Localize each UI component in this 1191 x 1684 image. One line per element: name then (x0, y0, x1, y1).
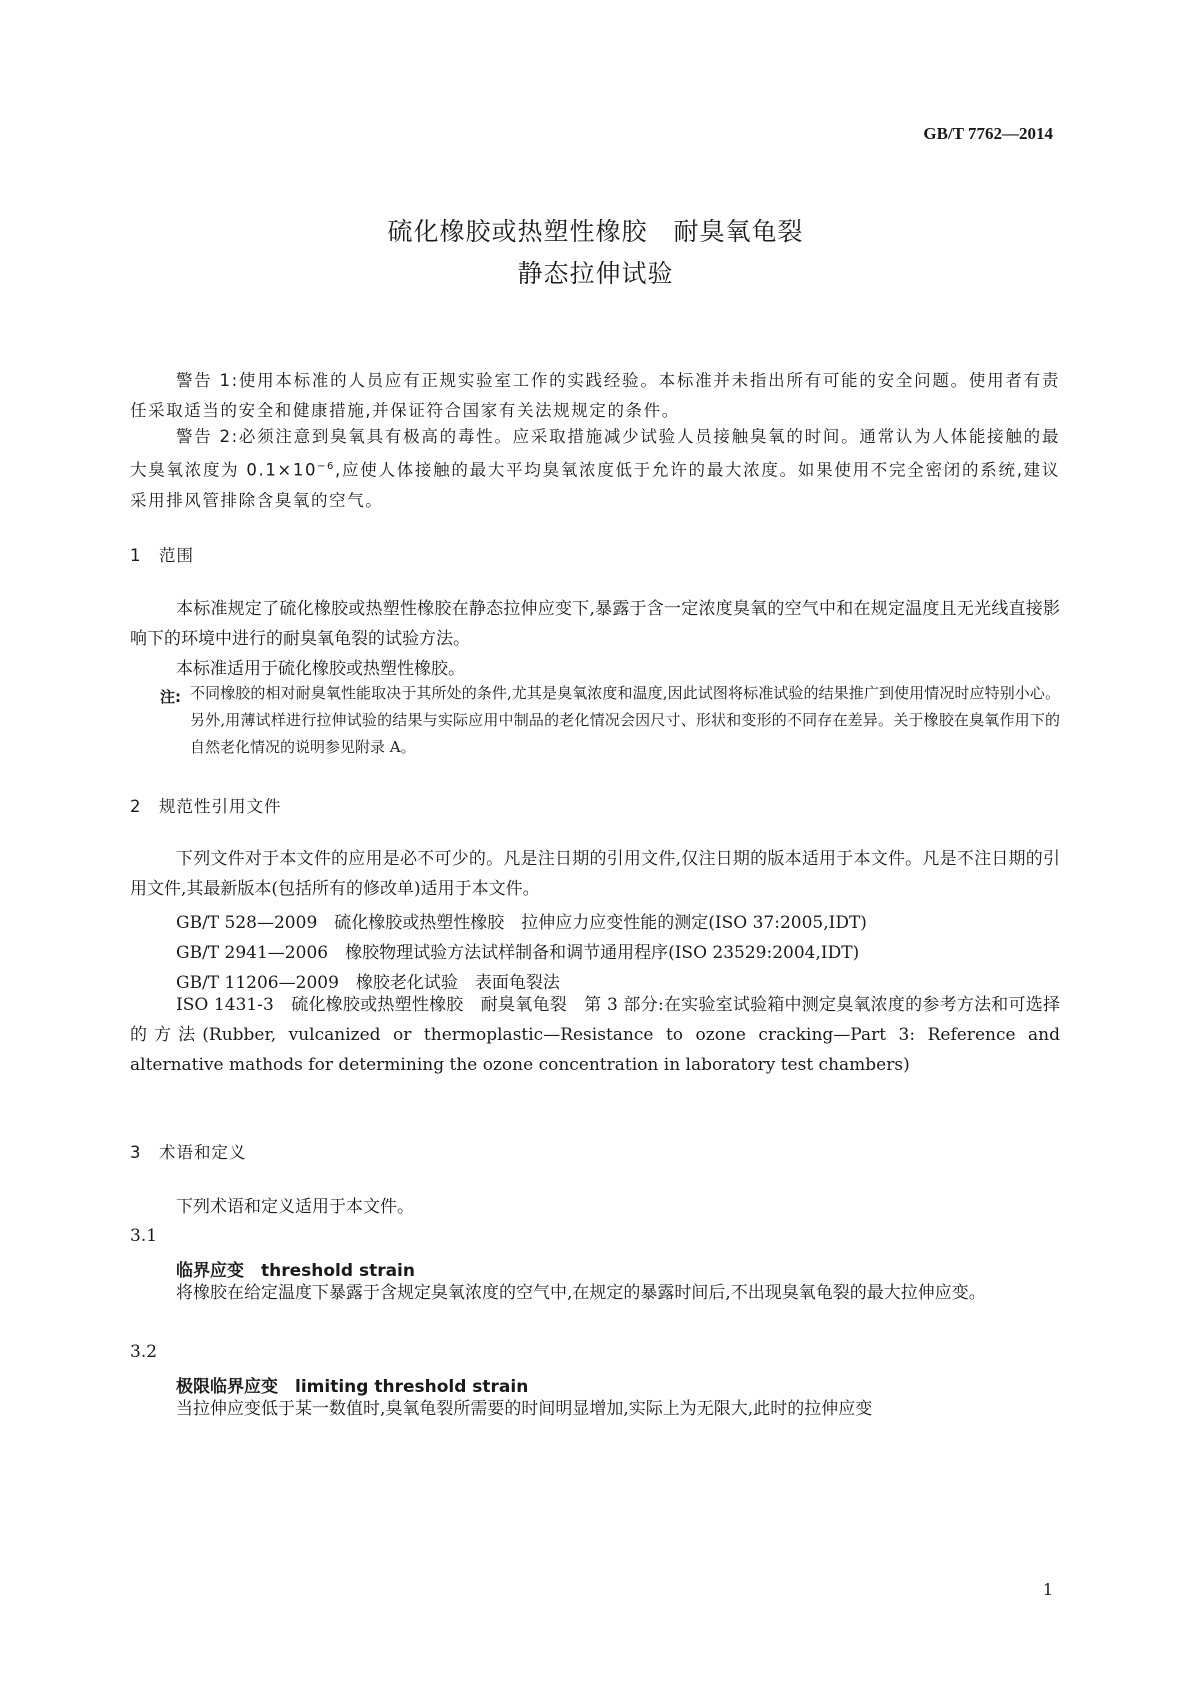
reference-item: GB/T 2941—2006 橡胶物理试验方法试样制备和调节通用程序(ISO 23529:2004,IDT) (176, 943, 860, 963)
reference-item: GB/T 11206—2009 橡胶老化试验 表面龟裂法 (176, 973, 560, 993)
section-1-note: 不同橡胶的相对耐臭氧性能取决于其所处的条件,尤其是臭氧浓度和温度,因此试图将标准试验的结果推广到使用情况时应特别小心。另外,用薄试样进行拉伸试验的结果与实际应用中制品的老化情况会因尺寸、形状和变形的不同存在差异。关于橡胶在臭氧作用下的自然老化情况的说明参见附录 A。 (190, 684, 1060, 756)
document-title-line1: 硫化橡胶或热塑性橡胶 耐臭氧龟裂 (387, 217, 804, 246)
term-number: 3.2 (130, 1342, 158, 1362)
term-title: 临界应变 threshold strain (176, 1261, 415, 1281)
term-definition: 当拉伸应变低于某一数值时,臭氧龟裂所需要的时间明显增加,实际上为无限大,此时的拉伸应变 (176, 1399, 873, 1419)
reference-item-iso: ISO 1431-3 硫化橡胶或热塑性橡胶 耐臭氧龟裂 第 3 部分:在实验室试验箱中测定臭氧浓度的参考方法和可选择的方法(Rubber, vulcanized or thermoplastic—Resistance to ozone cracking—Part 3: Reference and alternative mathods for determining the ozone concentration in laboratory test chambers) (130, 995, 1060, 1075)
term-number: 3.1 (130, 1226, 158, 1246)
reference-item: GB/T 528—2009 硫化橡胶或热塑性橡胶 拉伸应力应变性能的测定(ISO 37:2005,IDT) (176, 913, 867, 933)
warning-2-exponent: −6 (317, 461, 336, 472)
warning-2-text-b: ,应使人体接触的最大平均臭氧浓度低于允许的最大浓度。如果使用不完全密闭的系统,建议采用排风管排除含臭氧的空气。 (130, 460, 1061, 510)
note-label: 注: (160, 688, 181, 706)
page-number: 1 (1042, 1580, 1053, 1599)
section-2-paragraph-1: 下列文件对于本文件的应用是必不可少的。凡是注日期的引用文件,仅注日期的版本适用于本文件。凡是不注日期的引用文件,其最新版本(包括所有的修改单)适用于本文件。 (130, 849, 1060, 899)
warning-1: 警告 1:使用本标准的人员应有正规实验室工作的实践经验。本标准并未指出所有可能的安全问题。使用者有责任采取适当的安全和健康措施,并保证符合国家有关法规规定的条件。 (130, 371, 1060, 420)
warning-2-text-a: 警告 2:必须注意到臭氧具有极高的毒性。应采取措施减少试验人员接触臭氧的时间。通常认为人体能接触的最大臭氧浓度为 0.1×10 (130, 427, 1060, 480)
term-definition: 将橡胶在给定温度下暴露于含规定臭氧浓度的空气中,在规定的暴露时间后,不出现臭氧龟裂的最大拉伸应变。 (176, 1283, 986, 1303)
warning-2 (130, 422, 1060, 516)
section-1-paragraph-2: 本标准适用于硫化橡胶或热塑性橡胶。 (176, 659, 465, 679)
section-2-heading: 2 规范性引用文件 (130, 797, 282, 816)
document-title-line2: 静态拉伸试验 (517, 259, 674, 288)
section-1-paragraph-1: 本标准规定了硫化橡胶或热塑性橡胶在静态拉伸应变下,暴露于含一定浓度臭氧的空气中和在规定温度且无光线直接影响下的环境中进行的耐臭氧龟裂的试验方法。 (130, 599, 1060, 649)
section-3-heading: 3 术语和定义 (130, 1143, 247, 1162)
section-1-heading: 1 范围 (130, 546, 194, 565)
standard-number: GB/T 7762—2014 (923, 124, 1053, 143)
term-title: 极限临界应变 limiting threshold strain (176, 1377, 529, 1397)
section-3-paragraph-1: 下列术语和定义适用于本文件。 (176, 1197, 414, 1217)
